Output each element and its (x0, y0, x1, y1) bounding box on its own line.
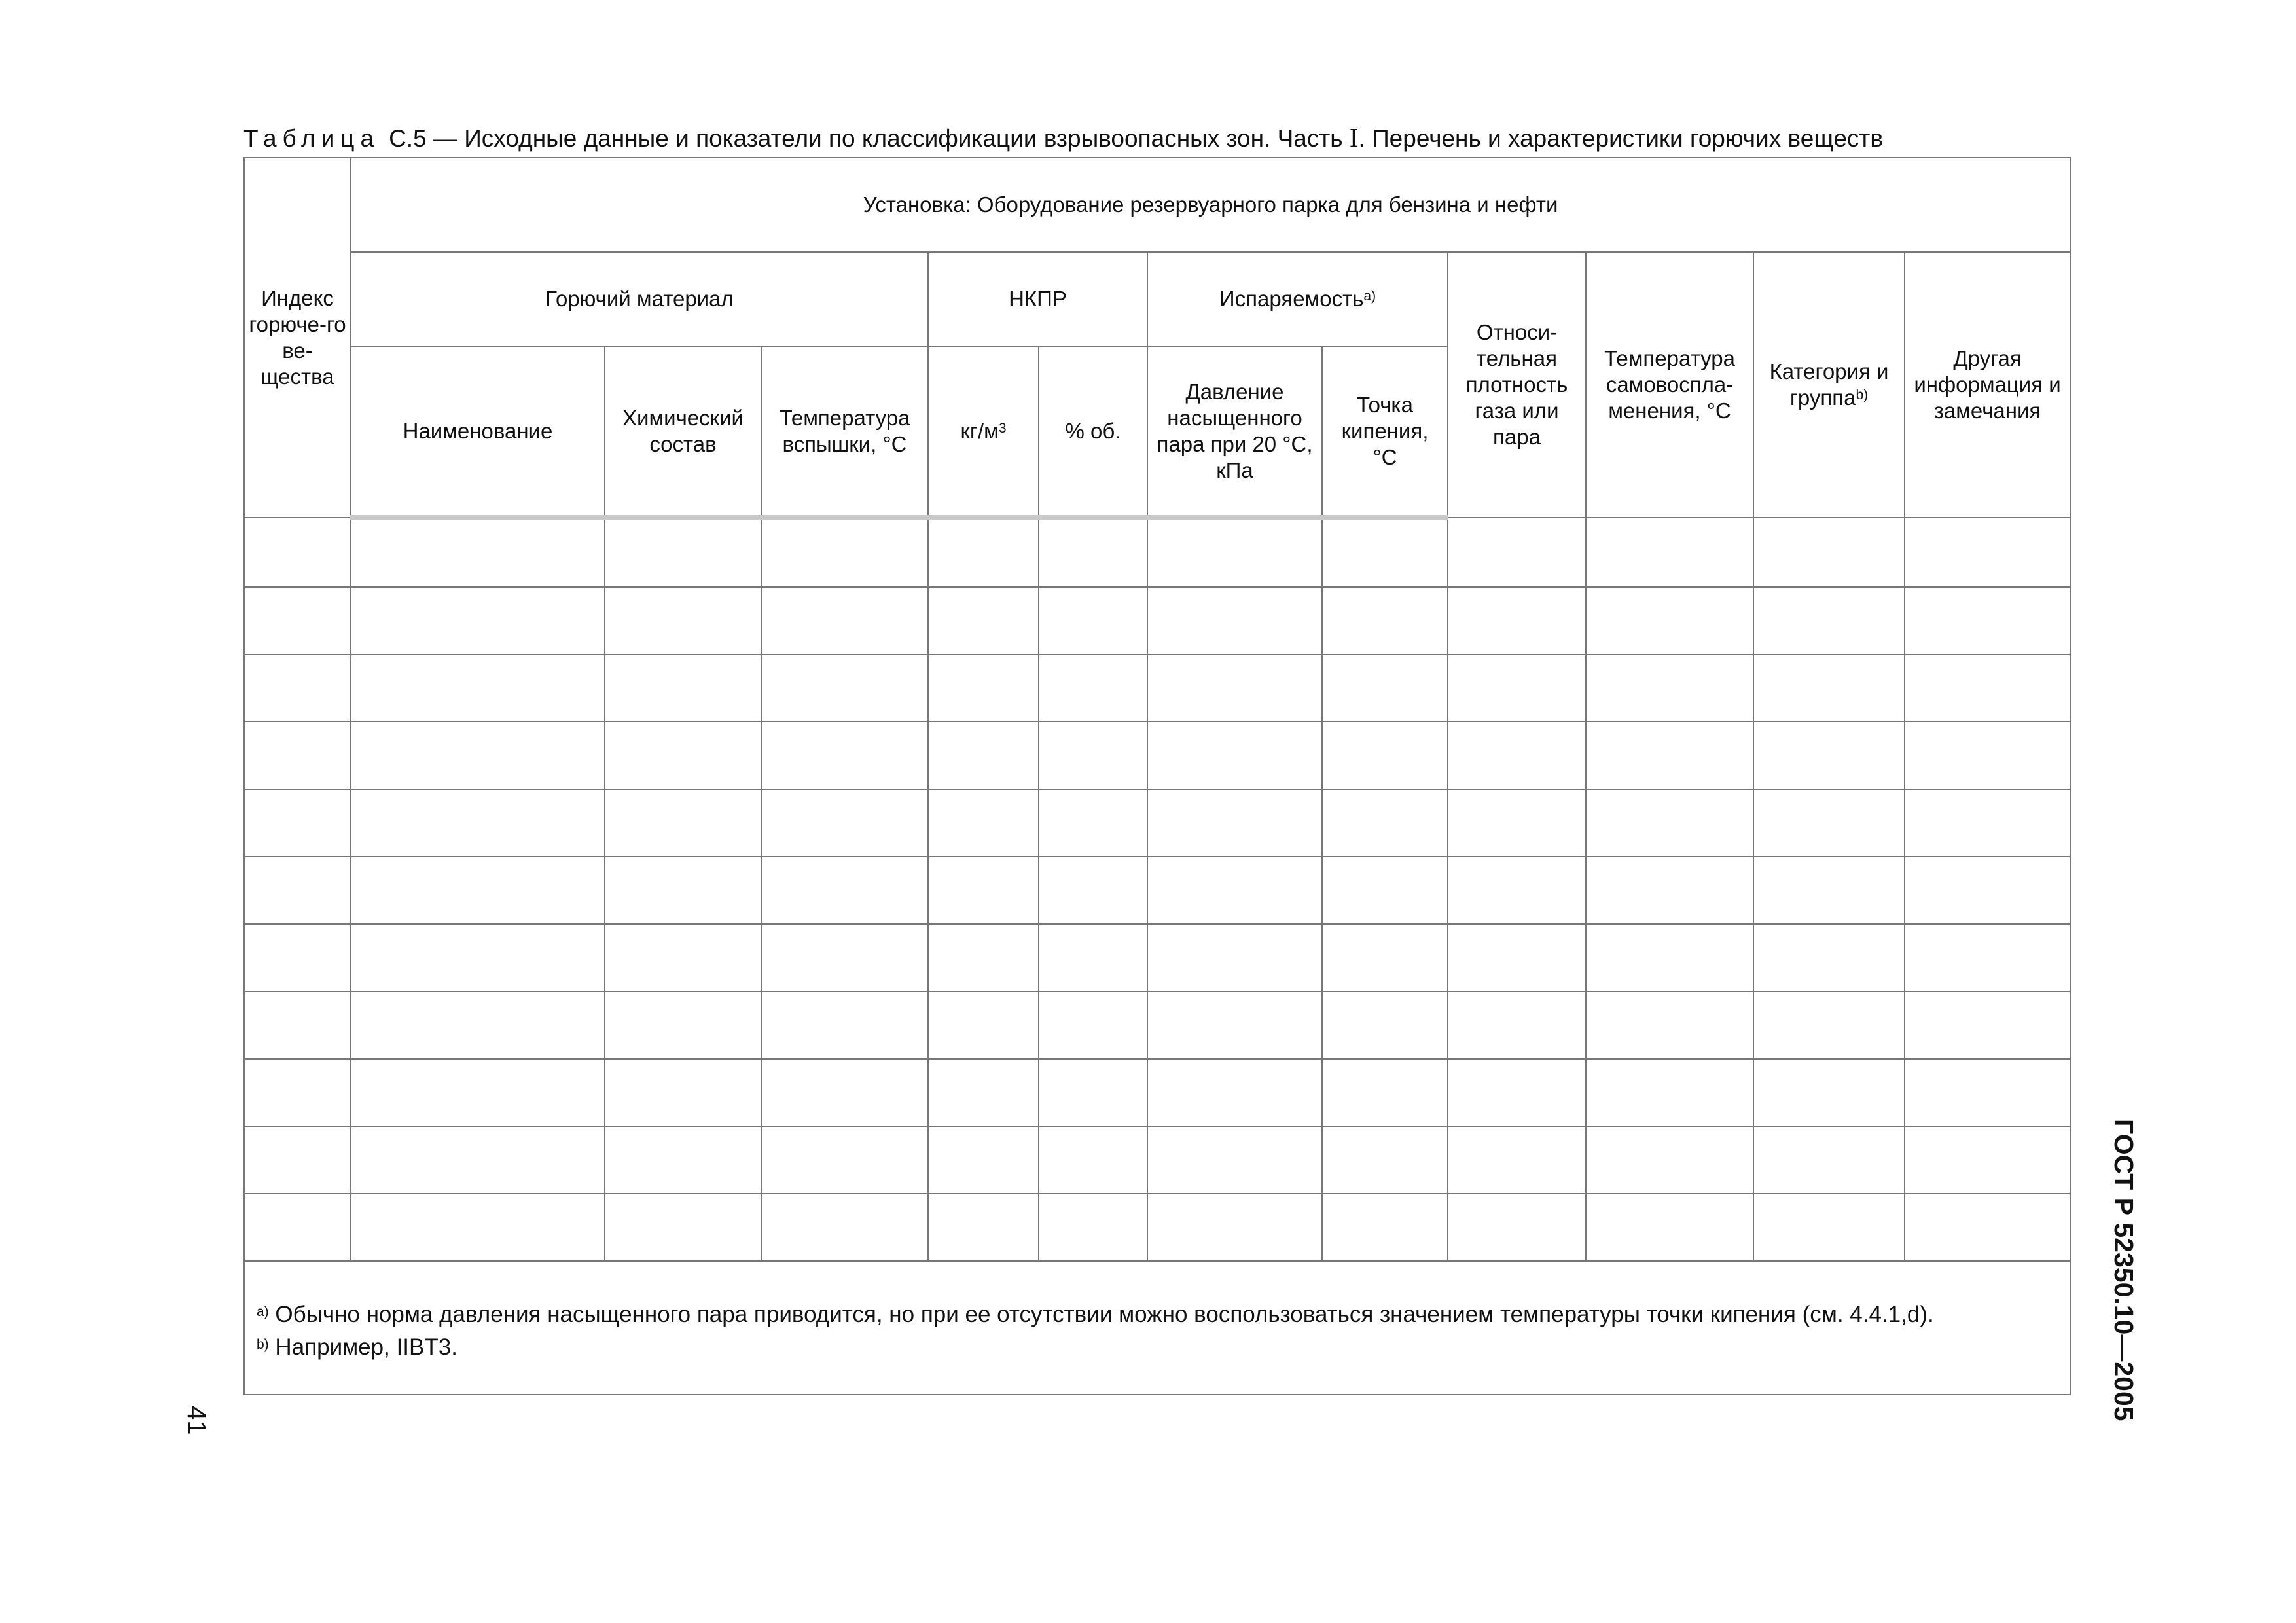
volatility-label: Испаряемость (1219, 287, 1364, 311)
table-cell (1905, 789, 2070, 857)
table-cell (1322, 587, 1448, 654)
category-label: Категория и группа (1769, 359, 1889, 410)
table-cell (1039, 1059, 1147, 1126)
kgm-sup: 3 (998, 420, 1007, 436)
pct-header: % об. (1039, 346, 1147, 518)
table-row (244, 518, 2070, 587)
table-cell (1905, 587, 2070, 654)
table-cell (761, 518, 928, 587)
table-cell (1448, 991, 1586, 1059)
table-cell (1322, 789, 1448, 857)
table-cell (761, 1059, 928, 1126)
table-cell (1753, 1059, 1905, 1126)
name-header: Наименование (351, 346, 605, 518)
table-cell (351, 991, 605, 1059)
table-cell (1905, 518, 2070, 587)
category-note: b) (1856, 387, 1869, 402)
table-cell (928, 1126, 1039, 1194)
table-cell (1586, 991, 1753, 1059)
table-cell (605, 857, 761, 924)
table-cell (1147, 857, 1322, 924)
table-cell (244, 518, 351, 587)
table-cell (1753, 722, 1905, 789)
table-cell (1448, 587, 1586, 654)
table-cell (1147, 924, 1322, 991)
table-cell (244, 857, 351, 924)
caption-tail: . Перечень и характеристики горючих веществ (1358, 125, 1884, 152)
index-header: Индекс горюче-го ве-щества (244, 158, 351, 518)
table-cell (761, 1126, 928, 1194)
table-cell (605, 1194, 761, 1261)
table-cell (351, 1194, 605, 1261)
volatility-note: а) (1363, 289, 1376, 304)
table-cell (1039, 722, 1147, 789)
table-cell (1039, 1194, 1147, 1261)
table-cell (761, 1194, 928, 1261)
nkpr-header: НКПР (928, 252, 1147, 346)
table-cell (244, 654, 351, 722)
caption-part: I (1349, 122, 1359, 152)
table-cell (605, 722, 761, 789)
table-cell (761, 857, 928, 924)
table-cell (1448, 924, 1586, 991)
table-cell (1753, 654, 1905, 722)
table-cell (1147, 1126, 1322, 1194)
material-header: Горючий материал (351, 252, 928, 346)
density-header: Относи-тельная плотность газа или пара (1448, 252, 1586, 518)
table-cell (605, 991, 761, 1059)
table-cell (1586, 1059, 1753, 1126)
table-cell (1039, 654, 1147, 722)
page-number: 41 (182, 1406, 211, 1435)
table-cell (1905, 1126, 2070, 1194)
table-cell (1905, 1059, 2070, 1126)
table-row (244, 789, 2070, 857)
installation-header: Установка: Оборудование резервуарного парка для бензина и нефти (351, 158, 2070, 252)
table-cell (1448, 518, 1586, 587)
table-cell (1322, 1126, 1448, 1194)
table-cell (351, 518, 605, 587)
table-cell (1586, 924, 1753, 991)
table-row (244, 857, 2070, 924)
table-cell (244, 924, 351, 991)
kgm-header (928, 346, 1039, 518)
table-cell (1586, 587, 1753, 654)
table-cell (1905, 924, 2070, 991)
table-cell (351, 722, 605, 789)
document-code: ГОСТ Р 52350.10—2005 (2109, 1119, 2139, 1421)
table-cell (1448, 1126, 1586, 1194)
autoignition-header: Температура самовоспла-менения, °С (1586, 252, 1753, 518)
table-cell (351, 1059, 605, 1126)
table-cell (1586, 1126, 1753, 1194)
kgm-label: кг/м (960, 418, 999, 443)
table-cell (605, 654, 761, 722)
table-cell (1147, 587, 1322, 654)
table-cell (1905, 991, 2070, 1059)
table-row (244, 587, 2070, 654)
table-cell (605, 518, 761, 587)
table-row (244, 1194, 2070, 1261)
table-cell (928, 587, 1039, 654)
table-cell (351, 789, 605, 857)
table-cell (244, 991, 351, 1059)
category-header (1753, 252, 1905, 518)
table-cell (244, 587, 351, 654)
table-cell (1039, 924, 1147, 991)
table-row (244, 924, 2070, 991)
table-cell (761, 587, 928, 654)
table-cell (351, 1126, 605, 1194)
table-cell (1586, 789, 1753, 857)
footnote-a (257, 1298, 2058, 1331)
table-cell (605, 1126, 761, 1194)
footnote-a-mark: а) (257, 1304, 269, 1319)
table-cell (1586, 518, 1753, 587)
table-cell (1905, 722, 2070, 789)
table-cell (1905, 1194, 2070, 1261)
table-cell (1905, 857, 2070, 924)
table-cell (761, 991, 928, 1059)
table-cell (1322, 1194, 1448, 1261)
table-cell (1039, 587, 1147, 654)
table-cell (1322, 654, 1448, 722)
table-cell (351, 654, 605, 722)
table-cell (1039, 857, 1147, 924)
table-cell (244, 1126, 351, 1194)
caption-lead: Таблица (243, 125, 380, 152)
table-cell (1147, 1194, 1322, 1261)
flash-header: Температура вспышки, °С (761, 346, 928, 518)
table-cell (1753, 991, 1905, 1059)
table-cell (1448, 857, 1586, 924)
table-cell (1448, 789, 1586, 857)
table-cell (761, 722, 928, 789)
table-cell (605, 789, 761, 857)
table-cell (244, 1059, 351, 1126)
caption-text: С.5 — Исходные данные и показатели по классификации взрывоопасных зон. Часть (389, 125, 1350, 152)
table-cell (928, 722, 1039, 789)
boiling-header: Точка кипения, °С (1322, 346, 1448, 518)
table-cell (1147, 991, 1322, 1059)
table-cell (244, 722, 351, 789)
table-cell (1448, 722, 1586, 789)
table-cell (1448, 1059, 1586, 1126)
pressure-header: Давление насыщенного пара при 20 °С, кПа (1147, 346, 1322, 518)
footnote-b-mark: b) (257, 1337, 269, 1352)
table-cell (1322, 991, 1448, 1059)
table-row (244, 654, 2070, 722)
table-cell (1586, 1194, 1753, 1261)
table-row (244, 991, 2070, 1059)
table-cell (928, 518, 1039, 587)
table-cell (1753, 587, 1905, 654)
table-cell (1586, 857, 1753, 924)
table-cell (351, 924, 605, 991)
table-row (244, 1126, 2070, 1194)
table-row (244, 1059, 2070, 1126)
table-cell (244, 789, 351, 857)
table-cell (928, 857, 1039, 924)
table-cell (1322, 857, 1448, 924)
table-cell (928, 991, 1039, 1059)
volatility-header (1147, 252, 1448, 346)
table-cell (928, 1059, 1039, 1126)
table-cell (1586, 654, 1753, 722)
table-cell (1586, 722, 1753, 789)
table-cell (605, 924, 761, 991)
table-cell (244, 1194, 351, 1261)
table-cell (1753, 789, 1905, 857)
table-cell (1322, 1059, 1448, 1126)
table-cell (1039, 1126, 1147, 1194)
table-cell (761, 789, 928, 857)
table-cell (1753, 1194, 1905, 1261)
table-cell (1147, 654, 1322, 722)
table-cell (1905, 654, 2070, 722)
table-cell (1147, 518, 1322, 587)
table-cell (1039, 789, 1147, 857)
table-cell (605, 1059, 761, 1126)
table-cell (1147, 789, 1322, 857)
chem-header: Химический состав (605, 346, 761, 518)
classification-table (243, 157, 2071, 1395)
table-cell (1753, 518, 1905, 587)
table-cell (1322, 924, 1448, 991)
table-cell (1753, 924, 1905, 991)
footnote-b (257, 1331, 2058, 1364)
table-cell (1448, 654, 1586, 722)
table-cell (605, 587, 761, 654)
table-cell (928, 789, 1039, 857)
footnotes (244, 1261, 2070, 1395)
table-cell (1322, 518, 1448, 587)
table-cell (1039, 991, 1147, 1059)
table-cell (1147, 722, 1322, 789)
table-cell (1322, 722, 1448, 789)
table-cell (761, 654, 928, 722)
table-cell (1039, 518, 1147, 587)
table-cell (928, 654, 1039, 722)
table-cell (351, 857, 605, 924)
table-row (244, 722, 2070, 789)
table-cell (1448, 1194, 1586, 1261)
table-cell (928, 1194, 1039, 1261)
table-cell (1753, 857, 1905, 924)
footnote-a-text: Обычно норма давления насыщенного пара приводится, но при ее отсутствии можно воспользоваться значением температуры точки кипения (см. 4.4.1,d). (268, 1302, 1934, 1327)
table-cell (1753, 1126, 1905, 1194)
other-header: Другая информация и замечания (1905, 252, 2070, 518)
table-caption (243, 122, 2063, 154)
table-cell (761, 924, 928, 991)
table-cell (1147, 1059, 1322, 1126)
table-cell (928, 924, 1039, 991)
footnote-b-text: Например, IIBT3. (268, 1334, 457, 1360)
table-cell (351, 587, 605, 654)
